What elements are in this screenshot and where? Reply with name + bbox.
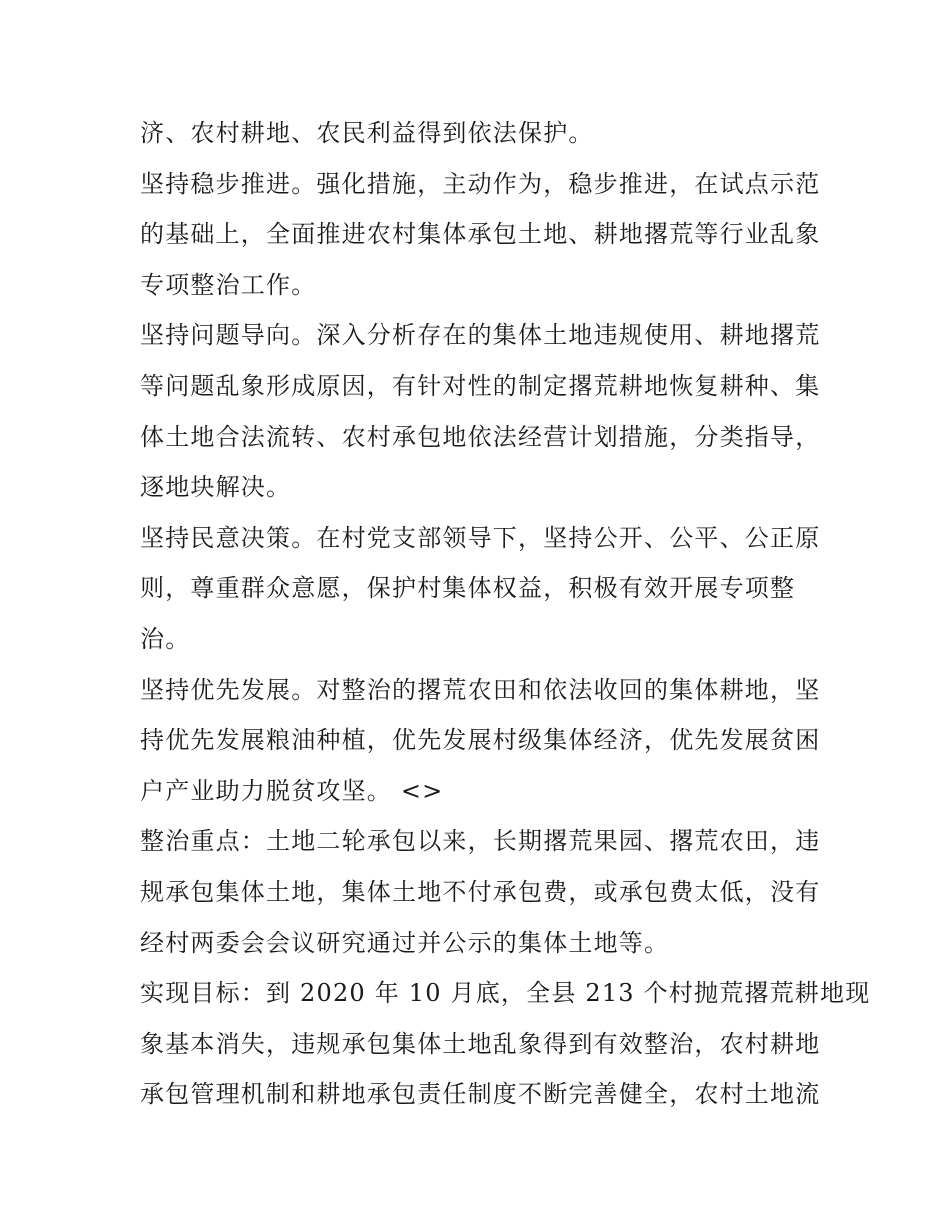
text-line: 等问题乱象形成原因，有针对性的制定撂荒耕地恢复耕种、集 — [140, 371, 821, 400]
text-line: 逐地块解决。 — [140, 473, 292, 502]
text-line: 的基础上，全面推进农村集体承包土地、耕地撂荒等行业乱象 — [140, 220, 821, 249]
text-line: 经村两委会会议研究通过并公示的集体土地等。 — [140, 928, 670, 957]
text-line: 坚持优先发展。对整治的撂荒农田和依法收回的集体耕地，坚 — [140, 675, 821, 704]
text-line: 持优先发展粮油种植，优先发展村级集体经济，优先发展贫困 — [140, 726, 821, 755]
text-line: 则，尊重群众意愿，保护村集体权益，积极有效开展专项整 — [140, 574, 796, 603]
text-line: 专项整治工作。 — [140, 270, 317, 299]
text-line: 坚持问题导向。深入分析存在的集体土地违规使用、耕地撂荒 — [140, 321, 821, 350]
text-line: 坚持民意决策。在村党支部领导下，坚持公开、公平、公正原 — [140, 523, 821, 552]
text-line: 象基本消失，违规承包集体土地乱象得到有效整治，农村耕地 — [140, 1029, 821, 1058]
text-line: 承包管理机制和耕地承包责任制度不断完善健全，农村土地流 — [140, 1080, 821, 1109]
text-line: 规承包集体土地，集体土地不付承包费，或承包费太低，没有 — [140, 877, 821, 906]
text-line: 实现目标：到 2020 年 10 月底，全县 213 个村抛荒撂荒耕地现 — [140, 979, 871, 1008]
text-line: 济、农村耕地、农民利益得到依法保护。 — [140, 119, 594, 147]
text-line: 坚持稳步推进。强化措施，主动作为，稳步推进，在试点示范 — [140, 169, 821, 198]
text-line: 户产业助力脱贫攻坚。 <> — [140, 776, 444, 805]
text-line: 治。 — [140, 624, 191, 653]
text-line: 整治重点：土地二轮承包以来，长期撂荒果园、撂荒农田，违 — [140, 827, 821, 856]
text-line: 体土地合法流转、农村承包地依法经营计划措施，分类指导， — [140, 422, 821, 451]
document-body — [140, 108, 871, 1120]
